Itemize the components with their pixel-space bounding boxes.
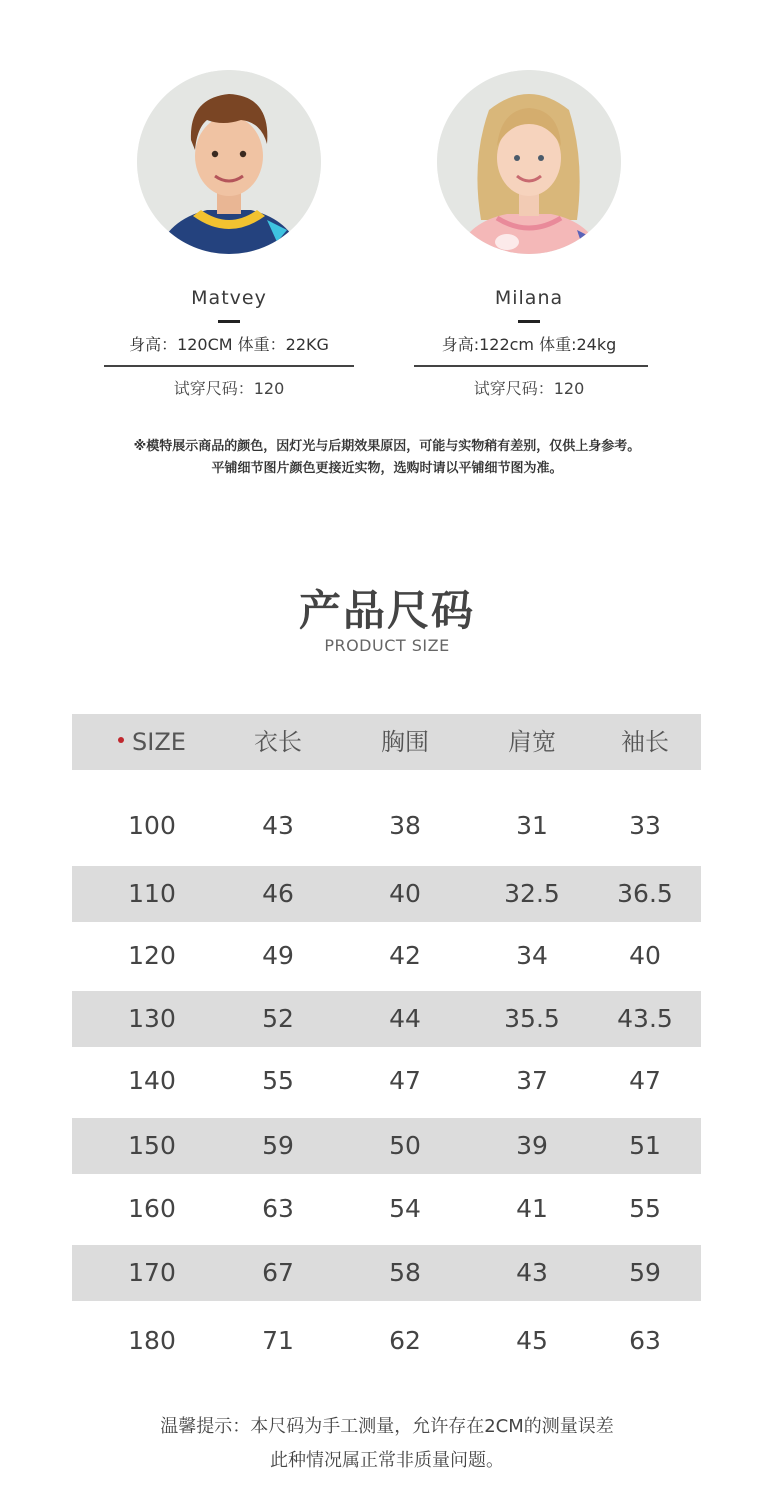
- model-card-matvey: [104, 70, 354, 399]
- header-cell-sleeve: 袖长: [621, 728, 669, 756]
- table-row: [72, 1313, 701, 1369]
- table-cell: 46: [262, 879, 294, 908]
- model-rule: [104, 365, 354, 367]
- table-cell: 59: [629, 1258, 661, 1287]
- table-row: [72, 991, 701, 1047]
- header-cell-chest: 胸围: [381, 728, 429, 756]
- section-subtitle: PRODUCT SIZE: [324, 636, 450, 655]
- model-trial-size: 试穿尺码：120: [173, 379, 285, 398]
- table-cell: 54: [389, 1194, 421, 1223]
- table-cell: 180: [128, 1326, 176, 1355]
- model-stats: 身高:122cm 体重:24kg: [441, 335, 617, 354]
- model-photo-milana: [437, 70, 621, 254]
- model-name: Matvey: [191, 287, 267, 309]
- table-cell: 44: [389, 1004, 421, 1033]
- measurement-note: [0, 1410, 774, 1478]
- note-line-1: 温馨提示：本尺码为手工测量，允许存在2CM的测量误差: [160, 1416, 614, 1437]
- table-cell: 67: [262, 1258, 294, 1287]
- table-cell: 62: [389, 1326, 421, 1355]
- table-header-row: [72, 714, 701, 770]
- table-cell: 38: [389, 811, 421, 840]
- table-cell: 52: [262, 1004, 294, 1033]
- disclaimer-line-1: ※模特展示商品的颜色，因灯光与后期效果原因，可能与实物稍有差别，仅供上身参考。: [133, 439, 641, 454]
- table-row: [72, 1245, 701, 1301]
- table-cell: 40: [389, 879, 421, 908]
- table-cell: 43.5: [617, 1004, 673, 1033]
- table-cell: 63: [262, 1194, 294, 1223]
- table-cell: 39: [516, 1131, 548, 1160]
- table-cell: 47: [389, 1066, 421, 1095]
- header-cell-length: 衣长: [254, 728, 302, 756]
- table-cell: 41: [516, 1194, 548, 1223]
- table-cell: 37: [516, 1066, 548, 1095]
- table-cell: 71: [262, 1326, 294, 1355]
- table-cell: 33: [629, 811, 661, 840]
- section-title: 产品尺码: [298, 586, 475, 635]
- table-cell: 42: [389, 941, 421, 970]
- table-cell: 120: [128, 941, 176, 970]
- model-photo-matvey: [137, 70, 321, 254]
- table-cell: 100: [128, 811, 176, 840]
- table-cell: 34: [516, 941, 548, 970]
- table-row: [72, 928, 701, 984]
- color-disclaimer: [0, 436, 774, 480]
- table-cell: 43: [262, 811, 294, 840]
- table-cell: 47: [629, 1066, 661, 1095]
- table-cell: 130: [128, 1004, 176, 1033]
- model-stats: 身高：120CM 体重：22KG: [129, 335, 329, 354]
- bullet-dot-icon: [118, 737, 124, 743]
- table-cell: 51: [629, 1131, 661, 1160]
- note-line-2: 此种情况属正常非质量问题。: [270, 1450, 504, 1471]
- table-cell: 35.5: [504, 1004, 560, 1033]
- model-name: Milana: [494, 287, 564, 309]
- name-divider: [518, 320, 540, 323]
- table-cell: 45: [516, 1326, 548, 1355]
- table-cell: 55: [629, 1194, 661, 1223]
- disclaimer-line-2: 平铺细节图片颜色更接近实物，选购时请以平铺细节图为准。: [211, 461, 563, 476]
- table-row: [72, 798, 701, 854]
- table-cell: 59: [262, 1131, 294, 1160]
- header-cell-size: SIZE: [90, 714, 214, 770]
- model-card-milana: [404, 70, 654, 399]
- table-cell: 150: [128, 1131, 176, 1160]
- table-cell: 40: [629, 941, 661, 970]
- table-cell: 140: [128, 1066, 176, 1095]
- table-cell: 110: [128, 879, 176, 908]
- table-cell: 36.5: [617, 879, 673, 908]
- table-cell: 43: [516, 1258, 548, 1287]
- model-rule: [414, 365, 648, 367]
- table-cell: 50: [389, 1131, 421, 1160]
- table-cell: 170: [128, 1258, 176, 1287]
- table-row: [72, 1053, 701, 1109]
- table-row: [72, 866, 701, 922]
- table-cell: 63: [629, 1326, 661, 1355]
- name-divider: [218, 320, 240, 323]
- table-cell: 160: [128, 1194, 176, 1223]
- table-cell: 49: [262, 941, 294, 970]
- table-row: [72, 1118, 701, 1174]
- table-cell: 58: [389, 1258, 421, 1287]
- table-cell: 31: [516, 811, 548, 840]
- table-cell: 55: [262, 1066, 294, 1095]
- model-trial-size: 试穿尺码：120: [473, 379, 585, 398]
- table-cell: 32.5: [504, 879, 560, 908]
- table-row: [72, 1181, 701, 1237]
- header-cell-shoulder: 肩宽: [508, 728, 556, 756]
